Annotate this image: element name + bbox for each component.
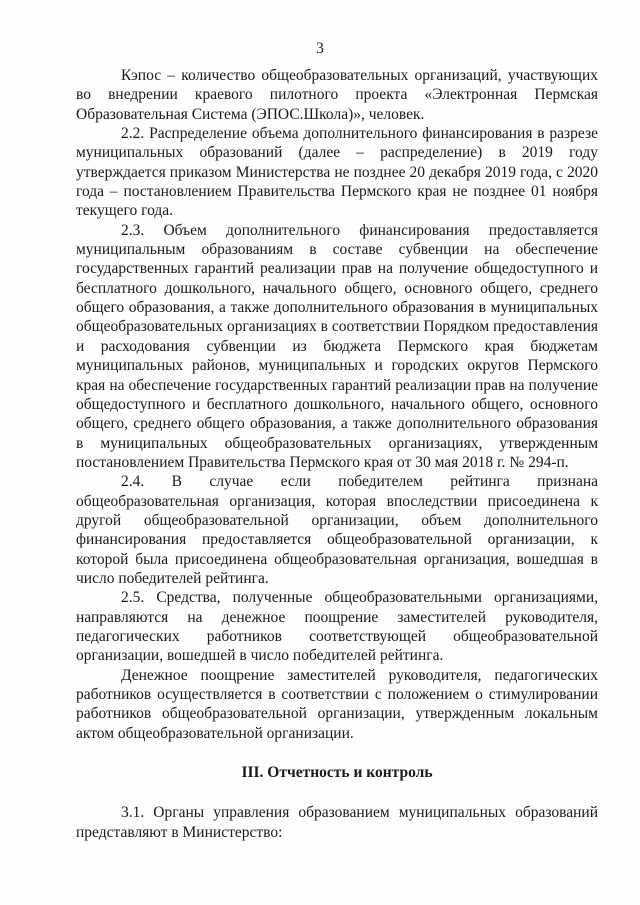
paragraph-2-5: 2.5. Средства, полученные общеобразовательными организациями, направляются на денежное поощрение заместителей руководителя, педагогических работников соответствующей общеобразовательной организации, вошедшей в число победителей рейтинга. <box>76 589 598 665</box>
paragraph-3-1: 3.1. Органы управления образованием муниципальных образований представляют в Министерство: <box>76 804 598 841</box>
paragraph-2-4: 2.4. В случае если победителем рейтинга признана общеобразовательная организация, которая впоследствии присоединена к другой общеобразовательной организации, объем дополнительного финансирования предоставляется общеобразовательной организации, к которой была присоединена общеобразовательная организация, вошедшая в число победителей рейтинга. <box>76 473 598 587</box>
paragraph-kepos-definition: Кэпос – количество общеобразовательных организаций, участвующих во внедрении краевого пилотного проекта «Электронная Пермская Образовательная Система (ЭПОС.Школа)», человек. <box>76 67 598 123</box>
paragraph-bonus-rules: Денежное поощрение заместителей руководителя, педагогических работников осуществляется в соответствии с положением о стимулировании работников общеобразовательной организации, утвержденным локальным актом общеобразовательной организации. <box>76 666 598 742</box>
paragraph-2-2: 2.2. Распределение объема дополнительного финансирования в разрезе муниципальных образований (далее – распределение) в 2019 году утверждается приказом Министерства не позднее 20 декабря 2019 года, с 2020 года – постановлением Правительства Пермского края не позднее 01 ноября текущего года. <box>76 125 598 220</box>
paragraph-2-3: 2.3. Объем дополнительного финансирования предоставляется муниципальным образованиям в составе субвенции на обеспечение государственных гарантий реализации прав на получение общедоступного и бесплатного дошкольного, начального общего, основного общего, среднего общего образования, а также дополнительного образования в муниципальных общеобразовательных организациях в соответствии Порядком предоставления и расходования субвенции из бюджета Пермского края бюджетам муниципальных районов, муниципальных и городских округов Пермского края на обеспечение государственных гарантий реализации прав на получение общедоступного и бесплатного дошкольного, начального общего, основного общего, среднего общего образования, а также дополнительного образования в муниципальных общеобразовательных организациях, утвержденным постановлением Правительства Пермского края от 30 мая 2018 г. № 294-п. <box>76 221 598 471</box>
section-title: III. Отчетность и контроль <box>241 764 433 782</box>
document-body <box>76 66 598 842</box>
page-number: 3 <box>316 40 324 57</box>
